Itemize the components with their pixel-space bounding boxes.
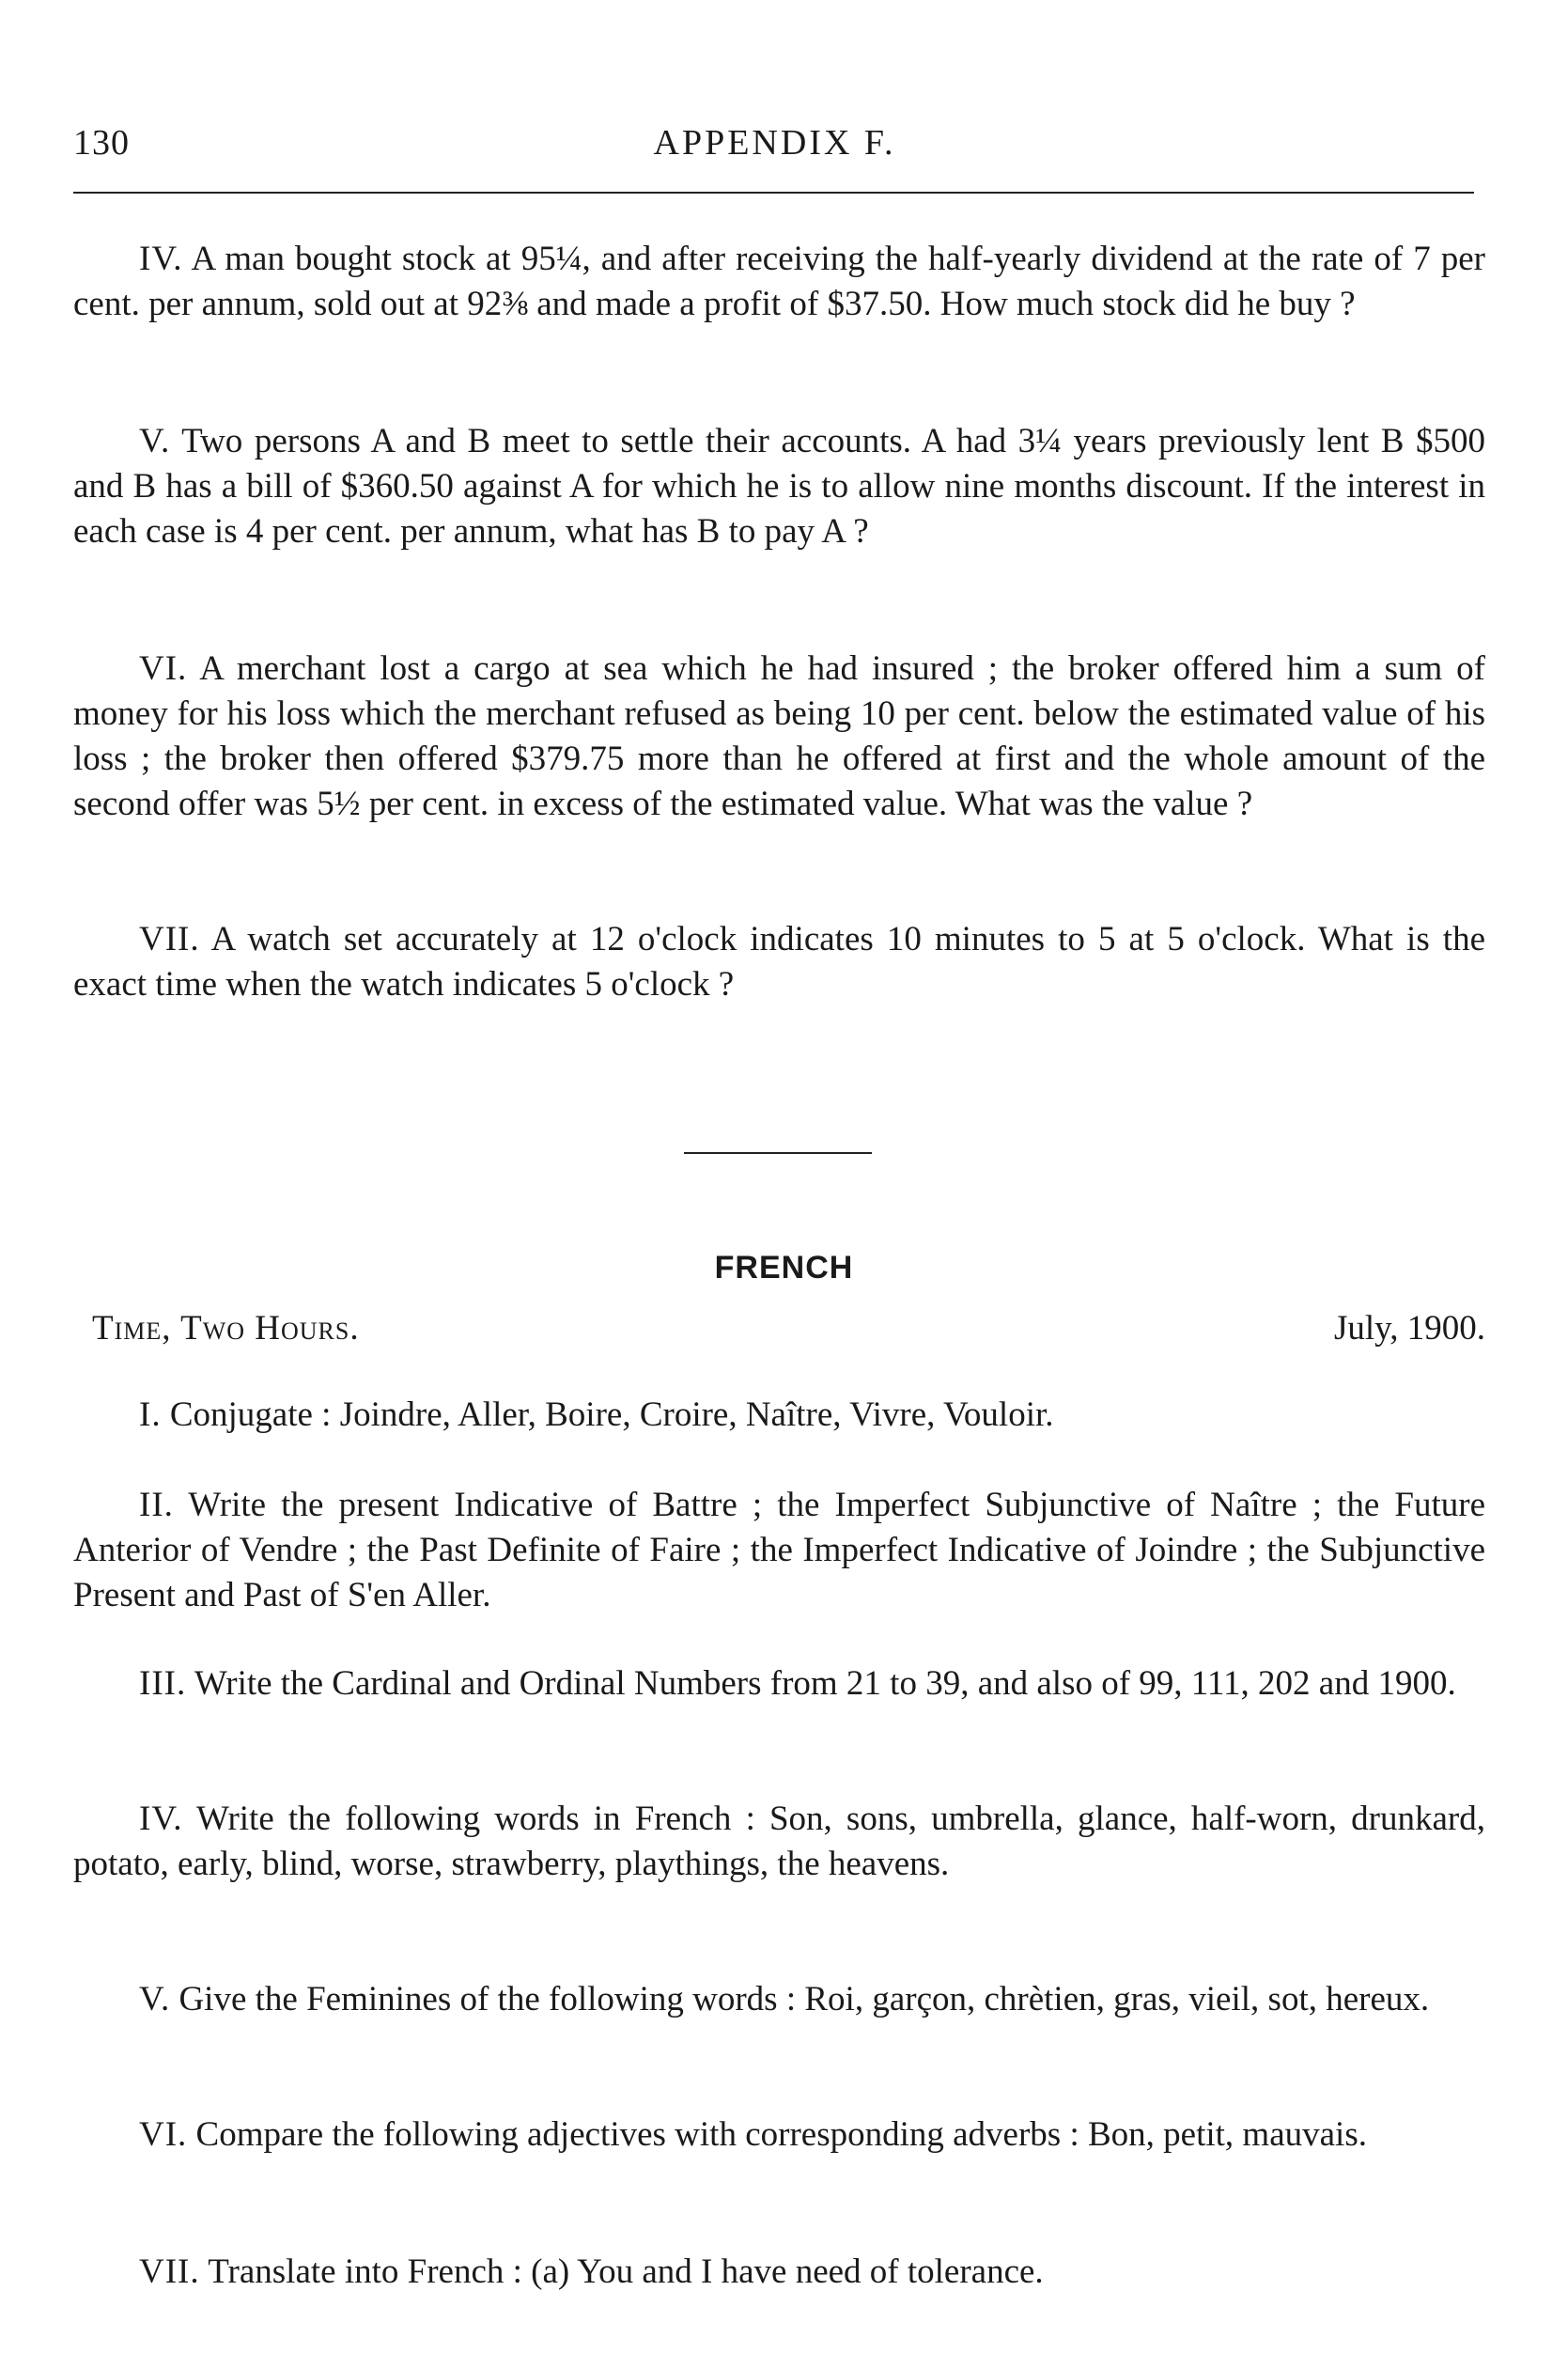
question-item — [73, 1393, 1485, 1438]
question-text: Compare the following adjectives with corresponding adverbs : Bon, petit, mauvais. — [195, 2115, 1367, 2154]
question-text: Write the following words in French : Son, sons, umbrella, glance, half-worn, drunkard, potato, early, blind, worse, strawberry, playthings, the heavens. — [73, 1800, 1485, 1883]
question-item — [73, 1483, 1485, 1618]
question-item — [73, 647, 1485, 827]
question-number: I. — [139, 1395, 162, 1434]
question-text: A man bought stock at 95¼, and after receiving the half-yearly dividend at the rate of 7 per cent. per annum, sold out at 92⅜ and made a profit of $37.50. How much stock did he buy ? — [73, 240, 1485, 323]
question-number: V. — [139, 1980, 171, 2018]
running-title: APPENDIX F. — [653, 123, 896, 163]
header-rule — [73, 192, 1474, 194]
question-text: Write the Cardinal and Ordinal Numbers from 21 to 39, and also of 99, 111, 202 and 1900. — [194, 1664, 1456, 1703]
question-number: III. — [139, 1664, 187, 1703]
page-header — [73, 122, 1476, 179]
section-divider — [684, 1152, 872, 1154]
question-item — [73, 237, 1485, 327]
question-number: II. — [139, 1486, 174, 1524]
question-text: Conjugate : Joindre, Aller, Boire, Croire, Naître, Vivre, Vouloir. — [169, 1395, 1054, 1434]
question-text: Two persons A and B meet to settle their accounts. A had 3¼ years previously lent B $500 and B has a bill of $360.50 against A for which he is to allow nine months discount. If the interest in each case is 4 per cent. per annum, what has B to pay A ? — [73, 422, 1485, 551]
question-text: Write the present Indicative of Battre ; the Imperfect Subjunctive of Naître ; the Future Anterior of Vendre ; the Past Definite of Faire ; the Imperfect Indicative of Joindre ; the Subjunctive Present and Past of S'en Aller. — [73, 1486, 1485, 1614]
question-number: VII. — [139, 920, 200, 959]
question-number: VI. — [139, 2115, 188, 2154]
question-item — [73, 1797, 1485, 1887]
question-number: VII. — [139, 2252, 200, 2291]
section-title: FRENCH — [714, 1250, 854, 1286]
question-text: A watch set accurately at 12 o'clock indicates 10 minutes to 5 at 5 o'clock. What is the exact time when the watch indicates 5 o'clock ? — [73, 920, 1485, 1004]
page-number: 130 — [73, 123, 130, 163]
question-item — [73, 917, 1485, 1007]
question-item — [73, 2250, 1485, 2295]
question-text: A merchant lost a cargo at sea which he had insured ; the broker offered him a sum of money for his loss which the merchant refused as being 10 per cent. below the estimated value of his loss ; the broker then offered $379.75 more than he offered at first and the whole amount of the second offer was 5½ per cent. in excess of the estimated value. What was the value ? — [73, 649, 1485, 823]
question-text: Translate into French : (a) You and I have need of tolerance. — [208, 2252, 1044, 2291]
question-item — [73, 1661, 1485, 1707]
question-item — [73, 1977, 1485, 2022]
exam-info — [92, 1308, 1485, 1355]
question-number: IV. — [139, 240, 183, 278]
question-number: V. — [139, 422, 171, 460]
question-item — [73, 2112, 1485, 2158]
question-text: Give the Feminines of the following words : Roi, garçon, chrètien, gras, vieil, sot, hereux. — [179, 1980, 1430, 2018]
exam-duration: Time, Two Hours. — [92, 1309, 360, 1348]
question-number: IV. — [139, 1800, 183, 1838]
question-number: VI. — [139, 649, 188, 688]
exam-date: July, 1900. — [1333, 1309, 1485, 1348]
question-item — [73, 419, 1485, 554]
